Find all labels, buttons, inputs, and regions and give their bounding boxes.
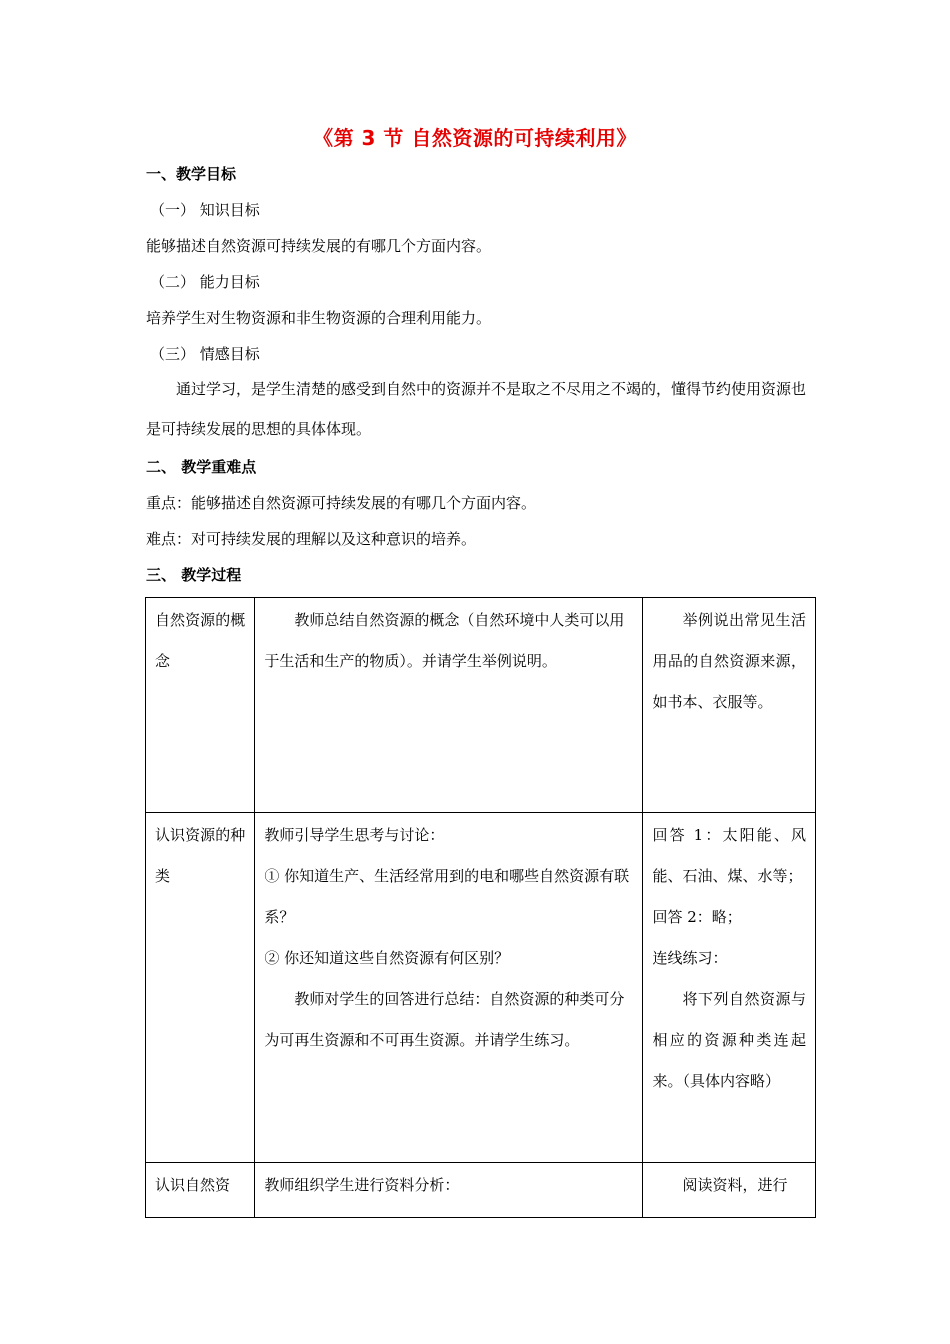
text-emotion: 通过学习，是学生清楚的感受到自然中的资源并不是取之不尽用之不竭的，懂得节约使用资源也是可持续发展的思想的具体体现。 [146,380,807,438]
question-1: ① 你知道生产、生活经常用到的电和哪些自然资源有联系？ [264,867,630,926]
table-cell-teacher: 教师总结自然资源的概念（自然环境中人类可以用于生活和生产的物质）。并请学生举例说明。 [255,598,643,813]
page-title: 《第 3 节 自然资源的可持续利用》 [313,126,637,150]
subheading-knowledge: （一） 知识目标 [150,201,260,219]
section-heading-process: 三、 教学过程 [146,566,242,584]
table-cell-topic: 认识自然资 [146,1163,255,1218]
teaching-process-table [145,597,816,1218]
table-cell-teacher [255,813,643,1163]
text-key-point: 重点：能够描述自然资源可持续发展的有哪几个方面内容。 [146,494,537,512]
section-heading-goals: 一、教学目标 [146,165,237,183]
question-2: ② 你还知道这些自然资源有何区别？ [264,949,510,967]
teacher-line: 教师引导学生思考与讨论： [264,826,445,844]
table-cell-student: 举例说出常见生活用品的自然资源来源，如书本、衣服等。 [643,598,816,813]
text-knowledge: 能够描述自然资源可持续发展的有哪几个方面内容。 [146,237,492,255]
table-cell-topic: 认识资源的种类 [146,813,255,1163]
table-cell-topic: 自然资源的概念 [146,598,255,813]
matching-exercise-text: 将下列自然资源与相应的资源种类连起来。（具体内容略） [652,990,806,1090]
answer-2: 回答 2：略； [652,908,742,926]
matching-exercise-label: 连线练习： [652,949,728,967]
text-difficult-point: 难点：对可持续发展的理解以及这种意识的培养。 [146,530,477,548]
table-row [146,1163,816,1218]
teacher-summary: 教师对学生的回答进行总结：自然资源的种类可分为可再生资源和不可再生资源。并请学生练习。 [264,990,625,1049]
subheading-ability: （二） 能力目标 [150,273,260,291]
table-cell-student [643,813,816,1163]
table-cell-teacher: 教师组织学生进行资料分析： [255,1163,643,1218]
table-row [146,813,816,1163]
text-ability: 培养学生对生物资源和非生物资源的合理利用能力。 [146,309,492,327]
answer-1: 回答 1：太阳能、风能、石油、煤、水等； [652,826,806,885]
section-heading-key-points: 二、 教学重难点 [146,458,257,476]
table-row [146,598,816,813]
table-cell-student: 阅读资料，进行 [643,1163,816,1218]
subheading-emotion: （三） 情感目标 [150,345,260,363]
